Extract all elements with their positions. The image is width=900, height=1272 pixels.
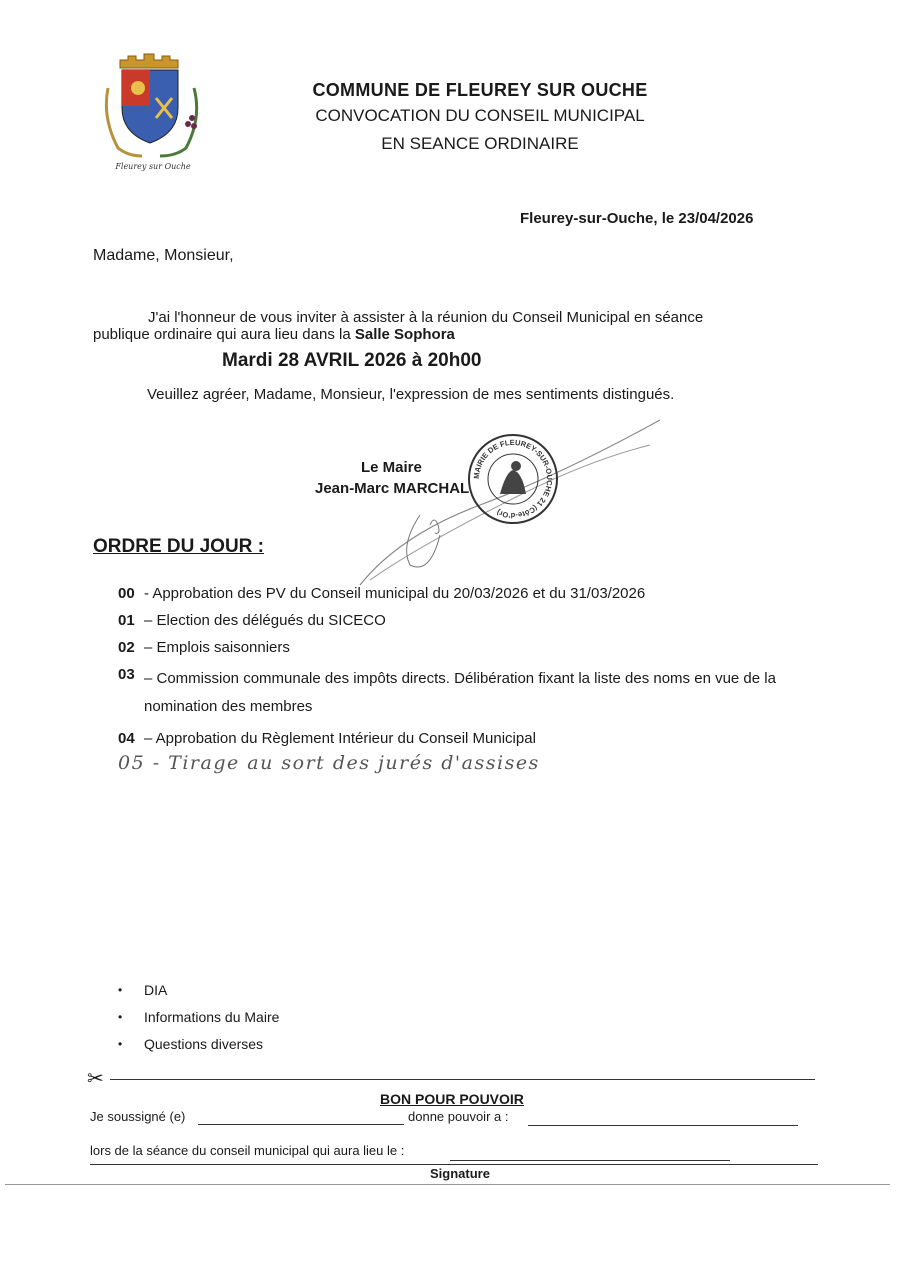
date-line: Fleurey-sur-Ouche, le 23/04/2026 bbox=[520, 210, 754, 227]
page-footer-line bbox=[5, 1184, 890, 1185]
commune-title: COMMUNE DE FLEUREY SUR OUCHE bbox=[312, 80, 648, 100]
donne-pouvoir-label: donne pouvoir a : bbox=[408, 1109, 509, 1124]
signature-label: Signature bbox=[430, 1166, 490, 1181]
salutation: Madame, Monsieur, bbox=[93, 247, 234, 264]
bullet-item: • Informations du Maire bbox=[118, 1008, 280, 1025]
seance-title: EN SEANCE ORDINAIRE bbox=[381, 134, 579, 153]
handwritten-agenda-item: 05 - Tirage au sort des jurés d'assises bbox=[118, 752, 540, 774]
closing-formula: Veuillez agréer, Madame, Monsieur, l'expression de mes sentiments distingués. bbox=[147, 386, 675, 403]
bon-pour-pouvoir-title: BON POUR POUVOIR bbox=[380, 1091, 524, 1107]
crest-caption: Fleurey sur Ouche bbox=[115, 162, 191, 171]
cut-line bbox=[110, 1079, 815, 1080]
agenda-item: 03 – Commission communale des impôts directs. Délibération fixant la liste des noms en vue de la nomination des membres bbox=[118, 666, 776, 715]
stamp-text: MAIRIE DE FLEUREY-SUR-OUCHE 21 (Côte-d'Or) bbox=[471, 437, 555, 521]
bullet-item: • Questions diverses bbox=[118, 1035, 264, 1052]
invitation-line-2: publique ordinaire qui aura lieu dans la Salle Sophora bbox=[93, 326, 455, 343]
agenda-item: 00 - Approbation des PV du Conseil municipal du 20/03/2026 et du 31/03/2026 bbox=[118, 585, 646, 602]
soussigne-label: Je soussigné (e) bbox=[90, 1109, 186, 1124]
mairie-stamp bbox=[466, 432, 560, 526]
agenda-item: 01 – Election des délégués du SICECO bbox=[118, 612, 386, 629]
mayor-title: Le Maire bbox=[361, 459, 422, 476]
agenda-item: 02 – Emplois saisonniers bbox=[118, 639, 290, 656]
soussigne-field-line[interactable] bbox=[198, 1124, 404, 1125]
scissors-icon: ✂ bbox=[87, 1068, 104, 1090]
meeting-date: Mardi 28 AVRIL 2026 à 20h00 bbox=[222, 350, 482, 371]
seance-date-field-line[interactable] bbox=[450, 1160, 730, 1161]
agenda-item: 04 – Approbation du Règlement Intérieur du Conseil Municipal bbox=[118, 730, 536, 747]
form-baseline bbox=[90, 1164, 818, 1165]
proxy-name-field-line[interactable] bbox=[528, 1125, 798, 1126]
salle-name: Salle Sophora bbox=[354, 326, 455, 343]
invitation-paragraph bbox=[93, 309, 813, 343]
agenda-list bbox=[118, 584, 818, 756]
convocation-title: CONVOCATION DU CONSEIL MUNICIPAL bbox=[315, 106, 645, 125]
bullet-list bbox=[118, 976, 279, 1057]
bullet-item: • DIA bbox=[118, 981, 168, 998]
seance-label: lors de la séance du conseil municipal qui aura lieu le : bbox=[90, 1143, 405, 1158]
commune-crest-logo bbox=[98, 48, 208, 173]
mayor-name: Jean-Marc MARCHAL bbox=[315, 480, 470, 497]
invitation-line-1: J'ai l'honneur de vous inviter à assister à la réunion du Conseil Municipal en séance bbox=[148, 309, 704, 326]
ordre-du-jour-title: ORDRE DU JOUR : bbox=[93, 536, 265, 557]
